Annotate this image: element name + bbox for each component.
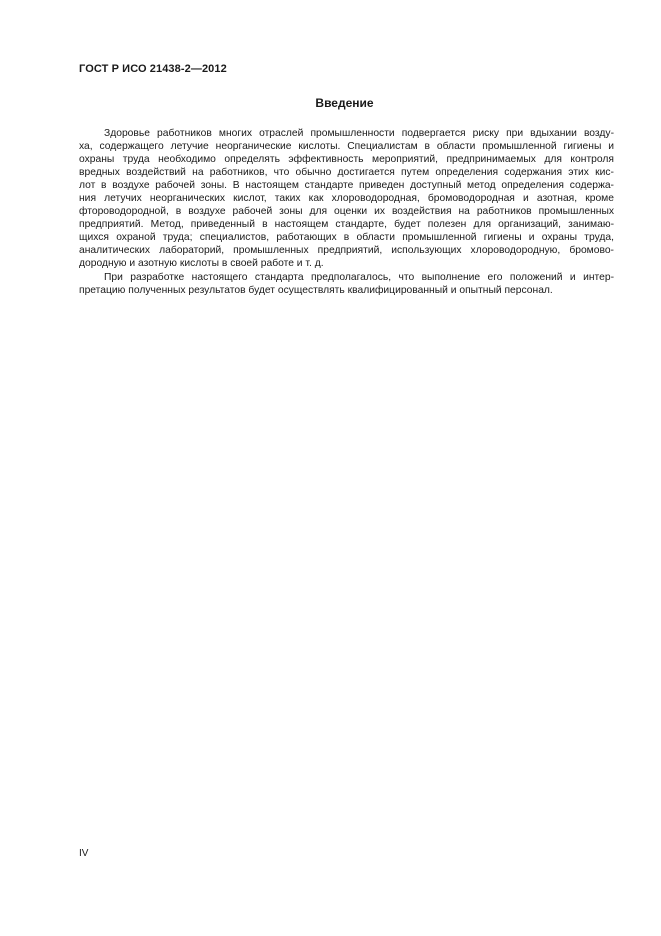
paragraph-line: При разработке настоящего стандарта предполагалось, что выполнение его положений и интер- bbox=[104, 272, 614, 283]
page-number: IV bbox=[79, 848, 89, 859]
paragraph-line: ния летучих неорганических кислот, таких как хлороводородная, бромоводородная и азотная, кроме bbox=[79, 193, 614, 204]
paragraph-line: охраны труда необходимо определять эффективность мероприятий, предпринимаемых для контроля bbox=[79, 154, 614, 165]
paragraph-line: Здоровье работников многих отраслей промышленности подвергается риску при вдыхании возду- bbox=[104, 128, 614, 139]
paragraph-line: претацию полученных результатов будет осуществлять квалифицированный и опытный персонал. bbox=[79, 285, 553, 296]
paragraph-line: щихся охраной труда; специалистов, работающих в области промышленной гигиены и охраны труда, bbox=[79, 232, 614, 243]
paragraph-line: фтороводородной, в воздухе рабочей зоны для оценки их воздействия на работников промышленных bbox=[79, 206, 614, 217]
document-header: ГОСТ Р ИСО 21438-2—2012 bbox=[79, 63, 227, 75]
paragraph-line: дородную и азотную кислоты в своей работе и т. д. bbox=[79, 258, 324, 269]
paragraph-line: аналитических лабораторий, промышленных предприятий, использующих хлороводородную, бромово- bbox=[79, 245, 614, 256]
section-title: Введение bbox=[315, 96, 374, 110]
paragraph-line: предприятий. Метод, приведенный в настоящем стандарте, будет полезен для организаций, занимаю- bbox=[79, 219, 614, 230]
paragraph-line: вредных воздействий на работников, что обычно достигается путем определения содержания этих кис- bbox=[79, 167, 614, 178]
paragraph-line: лот в воздухе рабочей зоны. В настоящем стандарте приведен доступный метод определения содержа- bbox=[79, 180, 614, 191]
paragraph-line: ха, содержащего летучие неорганические кислоты. Специалистам в области промышленной гигиены и bbox=[79, 141, 614, 152]
